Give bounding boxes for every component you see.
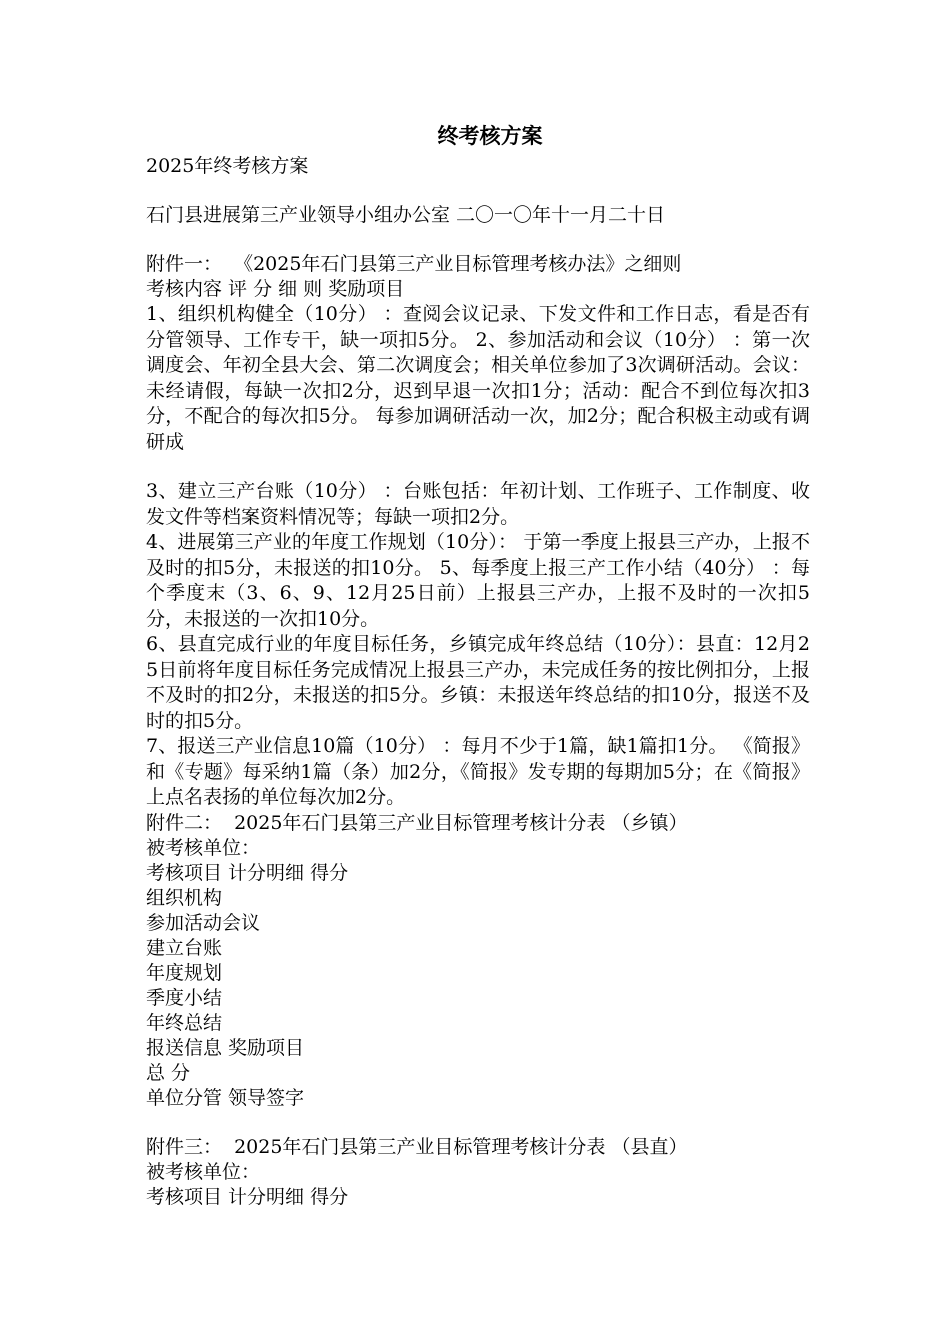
spacer	[146, 455, 810, 479]
attachment1-para3: 4、进展第三产业的年度工作规划（10分）： 于第一季度上报县三产办，上报不及时的扣5分，未报送的扣10分。 5、每季度上报三产工作小结（40分） ：每个季度末（3、6、9、12月25日前）上报县三产办，上报不及时的一次扣5分，未报送的一次扣10分。	[146, 531, 810, 630]
table-row: 组织机构	[146, 886, 223, 909]
table-row: 年终总结	[146, 1011, 223, 1034]
table-row: 年度规划	[146, 961, 223, 984]
document-title: 终考核方案	[437, 123, 543, 148]
spacer	[146, 179, 810, 203]
spacer	[146, 1111, 810, 1135]
attachment1-para5: 7、报送三产业信息10篇（10分） ：每月不少于1篇，缺1篇扣1分。 《简报》和《专题》每采纳1篇（条）加2分，《简报》发专期的每期加5分；在《简报》上点名表扬的单位每次加2分。	[146, 735, 810, 808]
table-row: 参加活动会议	[146, 911, 261, 934]
table-row: 单位分管 领导签字	[146, 1086, 305, 1109]
table-row: 季度小结	[146, 986, 223, 1009]
issuer-line: 石门县进展第三产业领导小组办公室 二〇一〇年十一月二十日	[146, 204, 666, 226]
spacer	[146, 228, 810, 252]
attachment1-heading: 附件一： 《2025年石门县第三产业目标管理考核办法》之细则	[146, 253, 682, 275]
attachment1-para1: 1、组织机构健全（10分） ：查阅会议记录、下发文件和工作日志，看是否有分管领导、工作专干，缺一项扣5分。 2、参加活动和会议（10分） ：第一次调度会、年初全县大会、第二次调度会；相关单位参加了3次调研活动。会议：未经请假，每缺一次扣2分，迟到早退一次扣1分；活动：配合不到位每次扣3分，不配合的每次扣5分。 每参加调研活动一次，加2分；配合积极主动或有调研成	[146, 303, 810, 453]
attachment3-heading: 附件三： 2025年石门县第三产业目标管理考核计分表 （县直）	[146, 1135, 688, 1158]
attachment1-columns: 考核内容 评 分 细 则 奖励项目	[146, 278, 405, 300]
attachment1-para4: 6、县直完成行业的年度目标任务，乡镇完成年终总结（10分）：县直：12月25日前将年度目标任务完成情况上报县三产办，未完成任务的按比例扣分，上报不及时的扣2分，未报送的扣5分。乡镇：未报送年终总结的扣10分，报送不及时的扣5分。	[146, 633, 810, 732]
table-row: 报送信息 奖励项目	[146, 1036, 305, 1059]
table-row: 总 分	[146, 1061, 191, 1084]
attachment3-columns: 考核项目 计分明细 得分	[146, 1185, 349, 1208]
attachment2-heading: 附件二： 2025年石门县第三产业目标管理考核计分表 （乡镇）	[146, 811, 688, 834]
attachment2-columns: 考核项目 计分明细 得分	[146, 861, 349, 884]
document-page	[146, 118, 810, 1210]
table-row: 建立台账	[146, 936, 223, 959]
attachment2-unit: 被考核单位：	[146, 836, 261, 859]
attachment3-unit: 被考核单位：	[146, 1160, 261, 1183]
attachment1-para2: 3、建立三产台账（10分） ：台账包括：年初计划、工作班子、工作制度、收发文件等档案资料情况等；每缺一项扣2分。	[146, 480, 810, 528]
document-subtitle: 2025年终考核方案	[146, 155, 309, 177]
